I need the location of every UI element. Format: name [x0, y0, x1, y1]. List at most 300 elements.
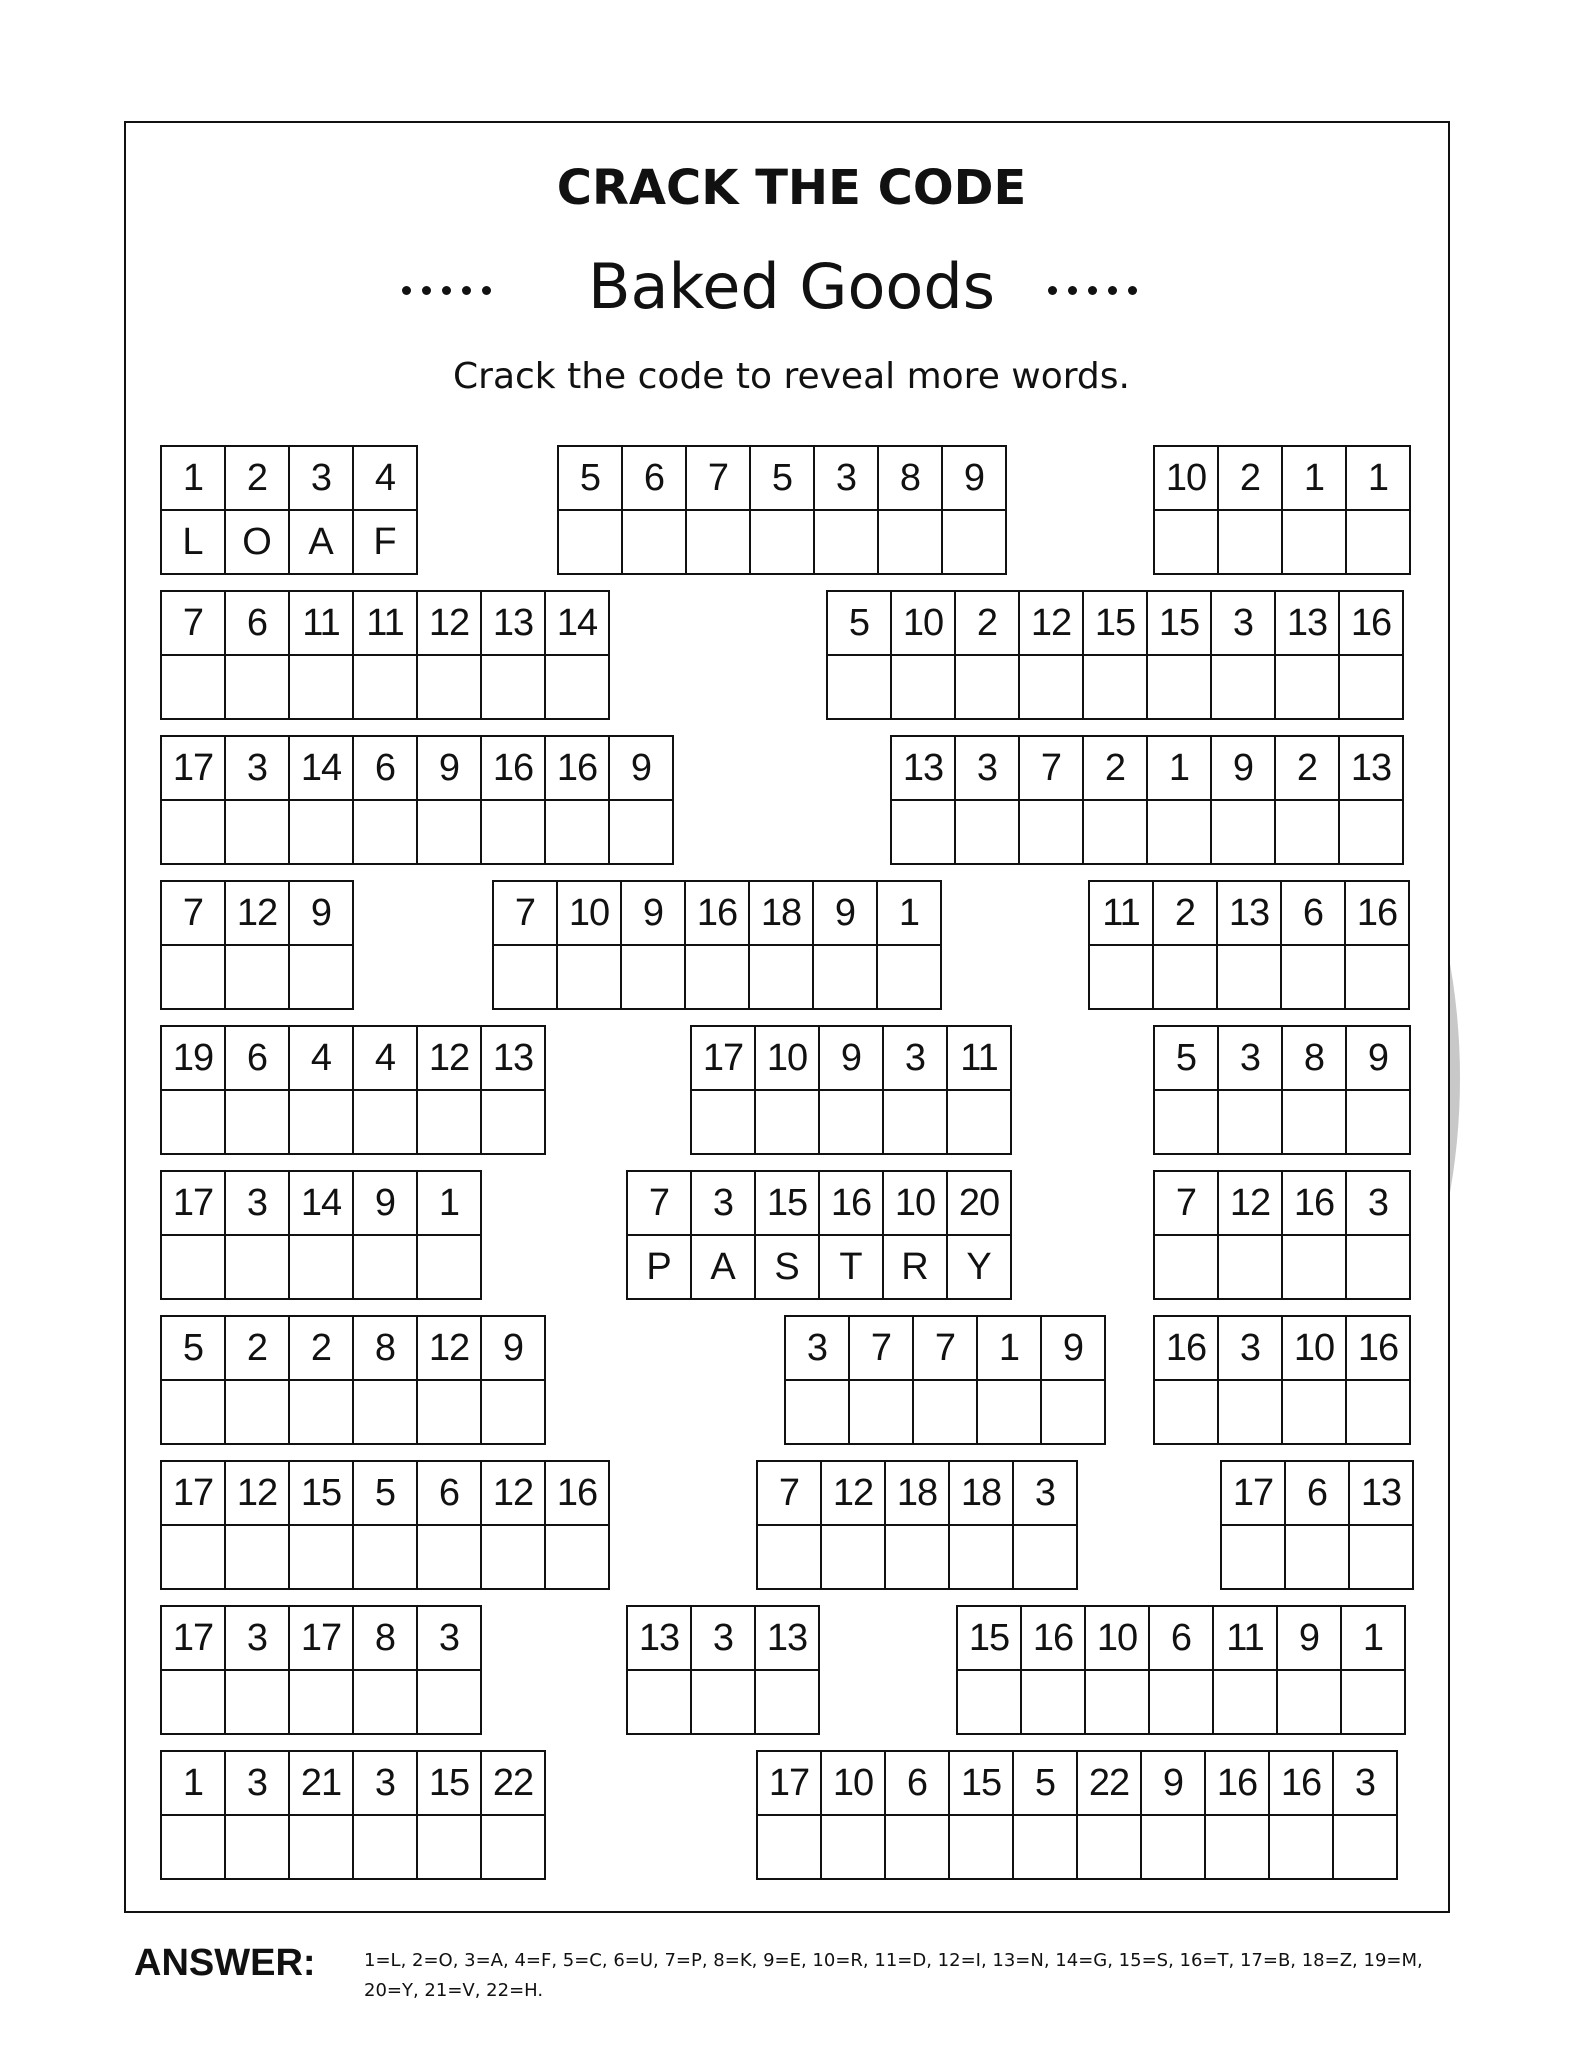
code-word-24 [626, 1605, 820, 1735]
code-number-cell: 7 [850, 1317, 914, 1381]
letter-answer-cell[interactable] [418, 1236, 482, 1300]
letter-answer-cell[interactable] [1334, 1816, 1398, 1880]
letter-answer-cell[interactable] [546, 801, 610, 865]
letter-answer-cell[interactable] [226, 1526, 290, 1590]
code-word-12 [690, 1025, 1012, 1155]
code-number-cell: 12 [1219, 1172, 1283, 1236]
code-number-cell: 6 [354, 737, 418, 801]
code-number-cell: 6 [418, 1462, 482, 1526]
letter-answer-cell[interactable] [687, 511, 751, 575]
letter-answer-cell[interactable] [1014, 1816, 1078, 1880]
letter-answer-cell[interactable] [162, 1091, 226, 1155]
letter-answer-cell[interactable] [1283, 1381, 1347, 1445]
code-number-cell: 6 [1286, 1462, 1350, 1526]
letter-answer-cell[interactable] [1154, 946, 1218, 1010]
code-number-cell: 3 [1334, 1752, 1398, 1816]
letter-answer-cell[interactable] [482, 656, 546, 720]
code-number-cell: 8 [1283, 1027, 1347, 1091]
code-number-cell: 3 [226, 737, 290, 801]
code-number-cell: 4 [354, 1027, 418, 1091]
letter-answer-cell[interactable]: O [226, 511, 290, 575]
letter-answer-cell[interactable] [686, 946, 750, 1010]
code-number-cell: 9 [1142, 1752, 1206, 1816]
code-number-cell: 6 [623, 447, 687, 511]
code-number-cell: 3 [692, 1607, 756, 1671]
code-number-cell: 2 [956, 592, 1020, 656]
letter-answer-cell[interactable] [1150, 1671, 1214, 1735]
code-number-cell: 13 [756, 1607, 820, 1671]
letter-answer-cell[interactable] [886, 1526, 950, 1590]
code-number-cell: 2 [1154, 882, 1218, 946]
letter-answer-cell[interactable] [162, 801, 226, 865]
code-number-cell: 13 [628, 1607, 692, 1671]
code-number-cell: 1 [1342, 1607, 1406, 1671]
letter-answer-cell[interactable] [692, 1671, 756, 1735]
letter-answer-cell[interactable] [850, 1381, 914, 1445]
code-number-cell: 15 [418, 1752, 482, 1816]
code-number-cell: 3 [1347, 1172, 1411, 1236]
code-word-17 [160, 1315, 546, 1445]
letter-answer-cell[interactable] [354, 1091, 418, 1155]
letter-answer-cell[interactable] [1090, 946, 1154, 1010]
code-word-4 [160, 590, 610, 720]
code-word-22 [1220, 1460, 1414, 1590]
answer-label: ANSWER: [134, 1942, 316, 1984]
letter-answer-cell[interactable] [1342, 1671, 1406, 1735]
code-number-cell: 6 [226, 1027, 290, 1091]
letter-answer-cell[interactable]: A [290, 511, 354, 575]
letter-answer-cell[interactable] [892, 801, 956, 865]
letter-answer-cell[interactable] [1212, 656, 1276, 720]
code-number-cell: 2 [1084, 737, 1148, 801]
code-number-cell: 1 [162, 447, 226, 511]
code-number-cell: 16 [1155, 1317, 1219, 1381]
letter-answer-cell[interactable] [956, 656, 1020, 720]
letter-answer-cell[interactable] [1042, 1381, 1106, 1445]
code-number-cell: 6 [1150, 1607, 1214, 1671]
code-number-cell: 3 [1014, 1462, 1078, 1526]
letter-answer-cell[interactable] [892, 656, 956, 720]
page-subtitle: Baked Goods [588, 250, 995, 323]
letter-answer-cell[interactable] [290, 1816, 354, 1880]
letter-answer-cell[interactable] [482, 1091, 546, 1155]
code-number-cell: 3 [290, 447, 354, 511]
code-number-cell: 3 [354, 1752, 418, 1816]
letter-answer-cell[interactable] [354, 1236, 418, 1300]
letter-answer-cell[interactable] [162, 656, 226, 720]
letter-answer-cell[interactable] [822, 1816, 886, 1880]
letter-answer-cell[interactable] [226, 946, 290, 1010]
code-number-cell: 2 [1219, 447, 1283, 511]
letter-answer-cell[interactable] [290, 801, 354, 865]
letter-answer-cell[interactable] [1020, 656, 1084, 720]
letter-answer-cell[interactable] [162, 1381, 226, 1445]
code-word-2 [557, 445, 1007, 575]
right-dots-decoration [1048, 286, 1137, 295]
letter-answer-cell[interactable] [226, 1091, 290, 1155]
letter-answer-cell[interactable] [1014, 1526, 1078, 1590]
letter-answer-cell[interactable] [1278, 1671, 1342, 1735]
code-word-15 [626, 1170, 1012, 1300]
code-number-cell: 9 [1042, 1317, 1106, 1381]
letter-answer-cell[interactable] [958, 1671, 1022, 1735]
code-number-cell: 21 [290, 1752, 354, 1816]
code-number-cell: 15 [1148, 592, 1212, 656]
code-number-cell: 17 [162, 737, 226, 801]
letter-answer-cell[interactable] [1347, 1091, 1411, 1155]
code-number-cell: 3 [226, 1607, 290, 1671]
code-number-cell: 12 [418, 592, 482, 656]
code-number-cell: 10 [558, 882, 622, 946]
code-number-cell: 2 [226, 447, 290, 511]
letter-answer-cell[interactable] [546, 656, 610, 720]
code-number-cell: 2 [290, 1317, 354, 1381]
letter-answer-cell[interactable] [418, 1381, 482, 1445]
letter-answer-cell[interactable] [1086, 1671, 1150, 1735]
code-number-cell: 19 [162, 1027, 226, 1091]
letter-answer-cell[interactable] [879, 511, 943, 575]
code-number-cell: 7 [628, 1172, 692, 1236]
letter-answer-cell[interactable] [1286, 1526, 1350, 1590]
letter-answer-cell[interactable] [1148, 801, 1212, 865]
code-number-cell: 13 [1340, 737, 1404, 801]
letter-answer-cell[interactable] [1148, 656, 1212, 720]
code-number-cell: 7 [1155, 1172, 1219, 1236]
code-number-cell: 1 [1347, 447, 1411, 511]
code-number-cell: 15 [290, 1462, 354, 1526]
code-number-cell: 22 [482, 1752, 546, 1816]
code-number-cell: 18 [886, 1462, 950, 1526]
code-number-cell: 7 [494, 882, 558, 946]
code-number-cell: 10 [884, 1172, 948, 1236]
code-number-cell: 9 [290, 882, 354, 946]
letter-answer-cell[interactable] [226, 1816, 290, 1880]
code-number-cell: 3 [226, 1172, 290, 1236]
code-number-cell: 3 [1212, 592, 1276, 656]
code-number-cell: 17 [692, 1027, 756, 1091]
code-word-10 [1088, 880, 1410, 1010]
letter-answer-cell[interactable] [1219, 1091, 1283, 1155]
code-word-14 [160, 1170, 482, 1300]
code-number-cell: 17 [162, 1607, 226, 1671]
letter-answer-cell[interactable] [822, 1526, 886, 1590]
answer-key: 1=L, 2=O, 3=A, 4=F, 5=C, 6=U, 7=P, 8=K, 9=E, 10=R, 11=D, 12=I, 13=N, 14=G, 15=S, 16=T, 17=B, 18=Z, 19=M, 20=Y, 21=V, 22=H. [364, 1950, 1423, 2001]
code-number-cell: 5 [828, 592, 892, 656]
code-number-cell: 13 [1350, 1462, 1414, 1526]
code-word-23 [160, 1605, 482, 1735]
code-number-cell: 8 [354, 1607, 418, 1671]
letter-answer-cell[interactable] [914, 1381, 978, 1445]
letter-answer-cell[interactable] [418, 1091, 482, 1155]
code-word-18 [784, 1315, 1106, 1445]
letter-answer-cell[interactable] [1346, 946, 1410, 1010]
letter-answer-cell[interactable] [758, 1816, 822, 1880]
letter-answer-cell[interactable]: R [884, 1236, 948, 1300]
letter-answer-cell[interactable] [418, 801, 482, 865]
code-number-cell: 9 [482, 1317, 546, 1381]
letter-answer-cell[interactable] [290, 656, 354, 720]
code-number-cell: 1 [1148, 737, 1212, 801]
code-number-cell: 16 [1270, 1752, 1334, 1816]
code-number-cell: 6 [1282, 882, 1346, 946]
letter-answer-cell[interactable] [1347, 1381, 1411, 1445]
letter-answer-cell[interactable] [1270, 1816, 1334, 1880]
letter-answer-cell[interactable] [750, 946, 814, 1010]
letter-answer-cell[interactable]: T [820, 1236, 884, 1300]
code-number-cell: 17 [162, 1172, 226, 1236]
code-number-cell: 14 [290, 1172, 354, 1236]
letter-answer-cell[interactable] [546, 1526, 610, 1590]
letter-answer-cell[interactable] [162, 946, 226, 1010]
code-number-cell: 5 [354, 1462, 418, 1526]
letter-answer-cell[interactable] [1142, 1816, 1206, 1880]
code-number-cell: 3 [786, 1317, 850, 1381]
code-number-cell: 1 [978, 1317, 1042, 1381]
letter-answer-cell[interactable] [1219, 1381, 1283, 1445]
code-number-cell: 15 [756, 1172, 820, 1236]
code-number-cell: 16 [1346, 882, 1410, 946]
letter-answer-cell[interactable] [820, 1091, 884, 1155]
code-number-cell: 1 [878, 882, 942, 946]
code-number-cell: 10 [892, 592, 956, 656]
letter-answer-cell[interactable]: P [628, 1236, 692, 1300]
page-title: CRACK THE CODE [556, 160, 1027, 216]
code-number-cell: 12 [418, 1027, 482, 1091]
letter-answer-cell[interactable] [878, 946, 942, 1010]
letter-answer-cell[interactable] [226, 656, 290, 720]
code-number-cell: 9 [418, 737, 482, 801]
letter-answer-cell[interactable] [692, 1091, 756, 1155]
letter-answer-cell[interactable] [558, 946, 622, 1010]
letter-answer-cell[interactable] [1078, 1816, 1142, 1880]
letter-answer-cell[interactable] [354, 801, 418, 865]
code-number-cell: 2 [1276, 737, 1340, 801]
letter-answer-cell[interactable] [1218, 946, 1282, 1010]
letter-answer-cell[interactable] [162, 1526, 226, 1590]
letter-answer-cell[interactable] [978, 1381, 1042, 1445]
letter-answer-cell[interactable] [482, 801, 546, 865]
letter-answer-cell[interactable] [1022, 1671, 1086, 1735]
letter-answer-cell[interactable] [758, 1526, 822, 1590]
code-word-16 [1153, 1170, 1411, 1300]
letter-answer-cell[interactable] [162, 1816, 226, 1880]
letter-answer-cell[interactable]: S [756, 1236, 820, 1300]
code-number-cell: 16 [482, 737, 546, 801]
code-number-cell: 7 [1020, 737, 1084, 801]
letter-answer-cell[interactable] [226, 1671, 290, 1735]
code-number-cell: 3 [692, 1172, 756, 1236]
letter-answer-cell[interactable] [354, 1381, 418, 1445]
code-number-cell: 10 [1086, 1607, 1150, 1671]
letter-answer-cell[interactable] [226, 1381, 290, 1445]
code-number-cell: 9 [1278, 1607, 1342, 1671]
code-number-cell: 9 [814, 882, 878, 946]
letter-answer-cell[interactable] [1155, 1091, 1219, 1155]
code-number-cell: 3 [226, 1752, 290, 1816]
code-number-cell: 1 [418, 1172, 482, 1236]
letter-answer-cell[interactable] [494, 946, 558, 1010]
letter-answer-cell[interactable] [1219, 511, 1283, 575]
code-word-25 [956, 1605, 1406, 1735]
letter-answer-cell[interactable] [622, 946, 686, 1010]
letter-answer-cell[interactable] [1155, 511, 1219, 575]
letter-answer-cell[interactable] [226, 801, 290, 865]
code-number-cell: 9 [1212, 737, 1276, 801]
letter-answer-cell[interactable] [1276, 656, 1340, 720]
code-number-cell: 10 [1155, 447, 1219, 511]
letter-answer-cell[interactable] [290, 1091, 354, 1155]
letter-answer-cell[interactable] [290, 946, 354, 1010]
letter-answer-cell[interactable] [756, 1671, 820, 1735]
letter-answer-cell[interactable] [559, 511, 623, 575]
letter-answer-cell[interactable] [623, 511, 687, 575]
letter-answer-cell[interactable] [162, 1236, 226, 1300]
letter-answer-cell[interactable] [162, 1671, 226, 1735]
code-number-cell: 9 [943, 447, 1007, 511]
code-word-6 [160, 735, 674, 865]
code-number-cell: 12 [226, 882, 290, 946]
code-number-cell: 9 [1347, 1027, 1411, 1091]
code-number-cell: 16 [1347, 1317, 1411, 1381]
letter-answer-cell[interactable] [828, 656, 892, 720]
letter-answer-cell[interactable] [1283, 511, 1347, 575]
letter-answer-cell[interactable] [956, 801, 1020, 865]
letter-answer-cell[interactable] [1340, 656, 1404, 720]
code-number-cell: 11 [1214, 1607, 1278, 1671]
letter-answer-cell[interactable] [1347, 1236, 1411, 1300]
letter-answer-cell[interactable] [943, 511, 1007, 575]
letter-answer-cell[interactable]: F [354, 511, 418, 575]
letter-answer-cell[interactable] [756, 1091, 820, 1155]
letter-answer-cell[interactable]: Y [948, 1236, 1012, 1300]
code-number-cell: 18 [950, 1462, 1014, 1526]
letter-answer-cell[interactable] [1155, 1236, 1219, 1300]
code-number-cell: 11 [1090, 882, 1154, 946]
code-number-cell: 9 [820, 1027, 884, 1091]
code-word-11 [160, 1025, 546, 1155]
letter-answer-cell[interactable] [886, 1816, 950, 1880]
code-number-cell: 16 [546, 1462, 610, 1526]
code-number-cell: 5 [559, 447, 623, 511]
letter-answer-cell[interactable] [418, 1816, 482, 1880]
code-number-cell: 15 [950, 1752, 1014, 1816]
letter-answer-cell[interactable] [628, 1671, 692, 1735]
letter-answer-cell[interactable] [1283, 1091, 1347, 1155]
letter-answer-cell[interactable] [290, 1671, 354, 1735]
code-word-5 [826, 590, 1404, 720]
code-number-cell: 12 [822, 1462, 886, 1526]
letter-answer-cell[interactable] [418, 1526, 482, 1590]
code-number-cell: 1 [1283, 447, 1347, 511]
code-number-cell: 10 [822, 1752, 886, 1816]
code-number-cell: 17 [290, 1607, 354, 1671]
letter-answer-cell[interactable] [884, 1091, 948, 1155]
code-number-cell: 6 [886, 1752, 950, 1816]
letter-answer-cell[interactable] [1020, 801, 1084, 865]
code-number-cell: 8 [354, 1317, 418, 1381]
code-number-cell: 5 [1155, 1027, 1219, 1091]
code-number-cell: 13 [1276, 592, 1340, 656]
letter-answer-cell[interactable]: L [162, 511, 226, 575]
code-word-9 [492, 880, 942, 1010]
code-number-cell: 2 [226, 1317, 290, 1381]
letter-answer-cell[interactable] [814, 946, 878, 1010]
code-number-cell: 13 [892, 737, 956, 801]
letter-answer-cell[interactable] [948, 1091, 1012, 1155]
letter-answer-cell[interactable] [1212, 801, 1276, 865]
code-number-cell: 9 [354, 1172, 418, 1236]
letter-answer-cell[interactable] [751, 511, 815, 575]
letter-answer-cell[interactable] [1222, 1526, 1286, 1590]
letter-answer-cell[interactable] [290, 1526, 354, 1590]
code-number-cell: 5 [1014, 1752, 1078, 1816]
code-number-cell: 4 [354, 447, 418, 511]
letter-answer-cell[interactable] [1219, 1236, 1283, 1300]
code-number-cell: 3 [1219, 1317, 1283, 1381]
code-number-cell: 3 [956, 737, 1020, 801]
code-number-cell: 17 [1222, 1462, 1286, 1526]
code-number-cell: 9 [622, 882, 686, 946]
letter-answer-cell[interactable] [354, 1526, 418, 1590]
letter-answer-cell[interactable] [482, 1381, 546, 1445]
letter-answer-cell[interactable] [1155, 1381, 1219, 1445]
code-number-cell: 3 [815, 447, 879, 511]
letter-answer-cell[interactable] [354, 656, 418, 720]
letter-answer-cell[interactable] [354, 1671, 418, 1735]
code-number-cell: 7 [758, 1462, 822, 1526]
instructions-text: Crack the code to reveal more words. [453, 356, 1130, 397]
letter-answer-cell[interactable] [482, 1816, 546, 1880]
letter-answer-cell[interactable] [610, 801, 674, 865]
letter-answer-cell[interactable] [1084, 801, 1148, 865]
code-number-cell: 3 [1219, 1027, 1283, 1091]
letter-answer-cell[interactable] [1276, 801, 1340, 865]
code-word-20 [160, 1460, 610, 1590]
letter-answer-cell[interactable] [815, 511, 879, 575]
code-number-cell: 12 [1020, 592, 1084, 656]
letter-answer-cell[interactable] [1084, 656, 1148, 720]
letter-answer-cell[interactable] [290, 1236, 354, 1300]
letter-answer-cell[interactable] [1282, 946, 1346, 1010]
letter-answer-cell[interactable] [1214, 1671, 1278, 1735]
letter-answer-cell[interactable] [418, 656, 482, 720]
code-number-cell: 10 [756, 1027, 820, 1091]
code-number-cell: 13 [482, 592, 546, 656]
letter-answer-cell[interactable] [950, 1526, 1014, 1590]
letter-answer-cell[interactable] [226, 1236, 290, 1300]
letter-answer-cell[interactable] [1283, 1236, 1347, 1300]
letter-answer-cell[interactable] [418, 1671, 482, 1735]
code-number-cell: 20 [948, 1172, 1012, 1236]
letter-answer-cell[interactable] [950, 1816, 1014, 1880]
code-word-3 [1153, 445, 1411, 575]
code-word-19 [1153, 1315, 1411, 1445]
code-number-cell: 12 [226, 1462, 290, 1526]
letter-answer-cell[interactable] [1350, 1526, 1414, 1590]
letter-answer-cell[interactable] [290, 1381, 354, 1445]
code-word-13 [1153, 1025, 1411, 1155]
letter-answer-cell[interactable] [482, 1526, 546, 1590]
code-word-21 [756, 1460, 1078, 1590]
letter-answer-cell[interactable]: A [692, 1236, 756, 1300]
code-number-cell: 7 [162, 592, 226, 656]
letter-answer-cell[interactable] [786, 1381, 850, 1445]
letter-answer-cell[interactable] [354, 1816, 418, 1880]
letter-answer-cell[interactable] [1347, 511, 1411, 575]
code-number-cell: 4 [290, 1027, 354, 1091]
letter-answer-cell[interactable] [1340, 801, 1404, 865]
letter-answer-cell[interactable] [1206, 1816, 1270, 1880]
